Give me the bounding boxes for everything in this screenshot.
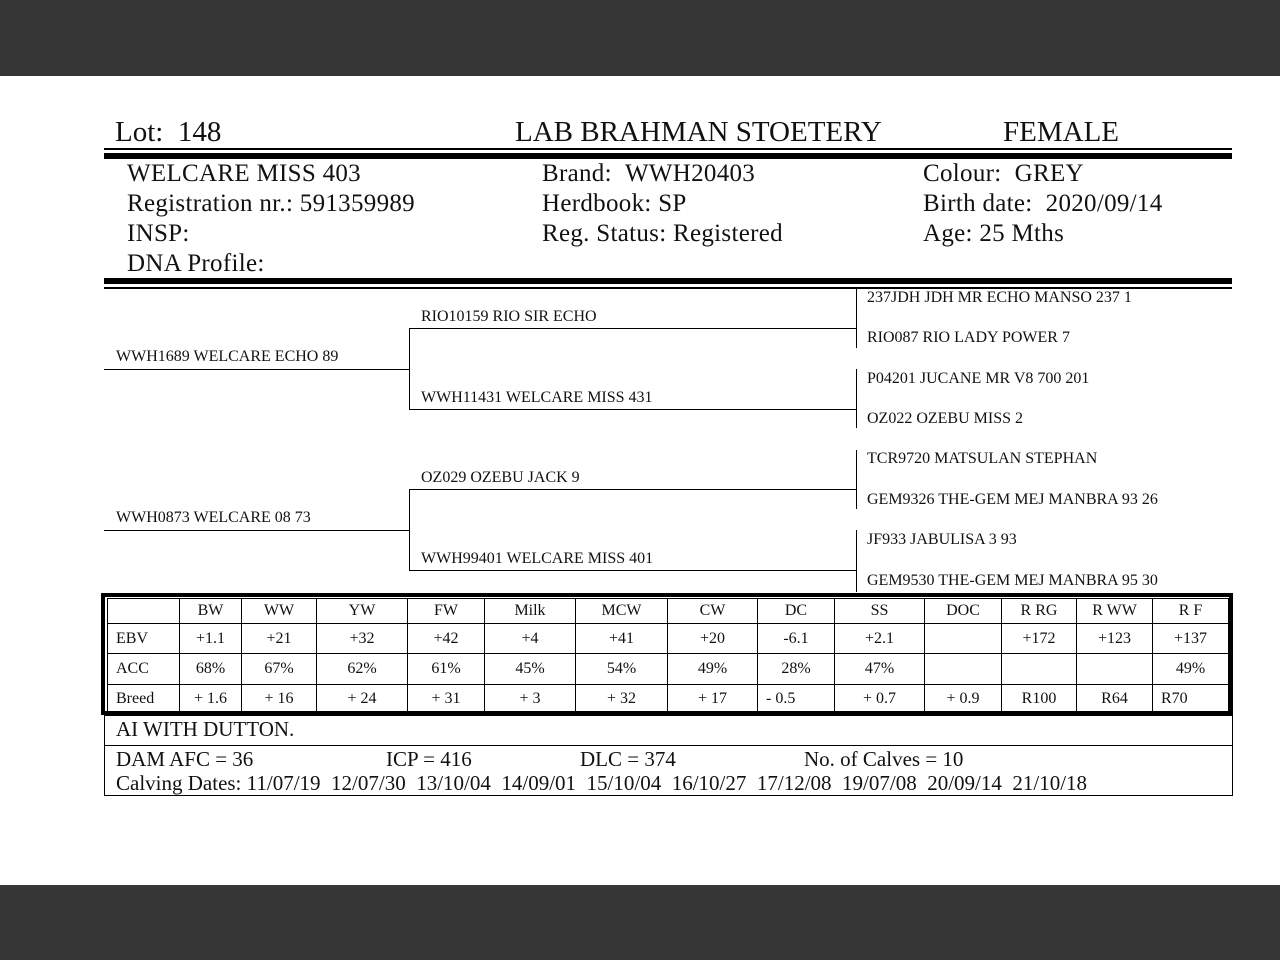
ebv-cell: 49% bbox=[1153, 654, 1229, 684]
remark-text: AI WITH DUTTON. bbox=[116, 717, 295, 741]
ebv-cell: 28% bbox=[758, 654, 835, 684]
pedigree-ggp: 237JDH JDH MR ECHO MANSO 237 1 bbox=[867, 289, 1132, 306]
breeder-name: LAB BRAHMAN STOETERY bbox=[515, 116, 882, 148]
ebv-cell: R70 bbox=[1153, 684, 1229, 714]
ebv-header-cell: R F bbox=[1153, 599, 1229, 624]
ebv-cell: + 1.6 bbox=[180, 684, 242, 714]
ebv-cell: R100 bbox=[1002, 684, 1077, 714]
ebv-cell: + 0.7 bbox=[835, 684, 925, 714]
birth-date-field: Birth date: 2020/09/14 bbox=[923, 190, 1163, 217]
pedigree-line bbox=[409, 489, 856, 490]
ebv-cell: + 31 bbox=[408, 684, 485, 714]
pedigree-dam-dam: WWH99401 WELCARE MISS 401 bbox=[421, 550, 654, 567]
ebv-row-label: Breed bbox=[108, 684, 180, 714]
pedigree-bracket bbox=[856, 289, 857, 348]
pedigree-line bbox=[409, 328, 856, 329]
ebv-cell: + 24 bbox=[317, 684, 408, 714]
pedigree-ggp: TCR9720 MATSULAN STEPHAN bbox=[867, 450, 1098, 467]
ebv-row-label: EBV bbox=[108, 624, 180, 654]
bottom-letterbox bbox=[0, 885, 1280, 960]
herdbook-field: Herdbook: SP bbox=[542, 190, 687, 217]
ebv-cell: +20 bbox=[668, 624, 758, 654]
ebv-cell: +21 bbox=[242, 624, 317, 654]
pedigree-ggp: GEM9326 THE-GEM MEJ MANBRA 93 26 bbox=[867, 491, 1158, 508]
sex-label: FEMALE bbox=[1003, 116, 1119, 148]
ebv-cell bbox=[1002, 654, 1077, 684]
ebv-cell: 62% bbox=[317, 654, 408, 684]
calves-count: No. of Calves = 10 bbox=[804, 747, 964, 771]
pedigree-bracket bbox=[856, 530, 857, 592]
ebv-cell: +32 bbox=[317, 624, 408, 654]
pedigree-bracket bbox=[856, 450, 857, 509]
ebv-cell: 61% bbox=[408, 654, 485, 684]
ebv-header-row bbox=[108, 599, 1229, 624]
ebv-cell: +2.1 bbox=[835, 624, 925, 654]
ebv-cell: 47% bbox=[835, 654, 925, 684]
ebv-cell bbox=[925, 654, 1002, 684]
ebv-header-cell: MCW bbox=[576, 599, 668, 624]
ebv-header-cell: Milk bbox=[485, 599, 576, 624]
ebv-header-cell: BW bbox=[180, 599, 242, 624]
registration-number: Registration nr.: 591359989 bbox=[127, 190, 415, 217]
ebv-cell: 49% bbox=[668, 654, 758, 684]
ebv-cell: R64 bbox=[1077, 684, 1153, 714]
pedigree-ggp: JF933 JABULISA 3 93 bbox=[867, 531, 1017, 548]
dna-profile-label: DNA Profile: bbox=[127, 250, 265, 277]
info-thick-rule bbox=[104, 278, 1232, 284]
insp-label: INSP: bbox=[127, 220, 190, 247]
ebv-cell: 45% bbox=[485, 654, 576, 684]
animal-name: WELCARE MISS 403 bbox=[127, 160, 361, 187]
ebv-table bbox=[107, 598, 1229, 715]
ebv-row-label: ACC bbox=[108, 654, 180, 684]
ebv-cell: + 32 bbox=[576, 684, 668, 714]
ebv-header-cell: YW bbox=[317, 599, 408, 624]
pedigree-dam: WWH0873 WELCARE 08 73 bbox=[116, 509, 311, 526]
top-letterbox bbox=[0, 0, 1280, 76]
acc-row bbox=[108, 654, 1229, 684]
pedigree-dam-sire: OZ029 OZEBU JACK 9 bbox=[421, 469, 580, 486]
lot-label: Lot: 148 bbox=[115, 116, 222, 148]
ebv-cell bbox=[925, 624, 1002, 654]
ebv-cell: + 16 bbox=[242, 684, 317, 714]
icp-value: ICP = 416 bbox=[386, 747, 472, 771]
pedigree-ggp: OZ022 OZEBU MISS 2 bbox=[867, 410, 1024, 427]
calving-dates: Calving Dates: 11/07/19 12/07/30 13/10/04 14/09/01 15/10/04 16/10/27 17/12/08 19/07/08 20/09/14 21/10/18 bbox=[116, 771, 1088, 795]
ebv-row bbox=[108, 624, 1229, 654]
pedigree-ggp: P04201 JUCANE MR V8 700 201 bbox=[867, 370, 1090, 387]
breed-row bbox=[108, 684, 1229, 714]
reg-status-field: Reg. Status: Registered bbox=[542, 220, 783, 247]
header-thick-rule bbox=[104, 153, 1232, 159]
ebv-header-cell: WW bbox=[242, 599, 317, 624]
ebv-header-cell: R RG bbox=[1002, 599, 1077, 624]
ebv-cell: 68% bbox=[180, 654, 242, 684]
pedigree-line bbox=[104, 369, 409, 370]
pedigree-sire: WWH1689 WELCARE ECHO 89 bbox=[116, 348, 339, 365]
pedigree-bracket bbox=[409, 328, 410, 410]
ebv-header-cell: R WW bbox=[1077, 599, 1153, 624]
pedigree-sire-dam: WWH11431 WELCARE MISS 431 bbox=[421, 389, 653, 406]
ebv-cell: +42 bbox=[408, 624, 485, 654]
notes-divider bbox=[104, 745, 1233, 746]
pedigree-ggp: RIO087 RIO LADY POWER 7 bbox=[867, 329, 1070, 346]
pedigree-line bbox=[409, 409, 856, 410]
ebv-cell: +1.1 bbox=[180, 624, 242, 654]
dam-afc: DAM AFC = 36 bbox=[116, 747, 254, 771]
pedigree-line bbox=[104, 530, 409, 531]
ebv-header-cell: DC bbox=[758, 599, 835, 624]
ebv-cell: + 0.9 bbox=[925, 684, 1002, 714]
pedigree-bracket bbox=[856, 369, 857, 428]
header-thin-rule bbox=[104, 148, 1232, 150]
ebv-cell: +41 bbox=[576, 624, 668, 654]
ebv-header-cell bbox=[108, 599, 180, 624]
ebv-cell: 67% bbox=[242, 654, 317, 684]
ebv-cell: + 3 bbox=[485, 684, 576, 714]
ebv-header-cell: FW bbox=[408, 599, 485, 624]
pedigree-bracket bbox=[409, 489, 410, 571]
ebv-cell: +123 bbox=[1077, 624, 1153, 654]
ebv-header-cell: CW bbox=[668, 599, 758, 624]
ebv-cell: - 0.5 bbox=[758, 684, 835, 714]
brand-field: Brand: WWH20403 bbox=[542, 160, 756, 187]
ebv-cell: +172 bbox=[1002, 624, 1077, 654]
dlc-value: DLC = 374 bbox=[580, 747, 676, 771]
ebv-cell: -6.1 bbox=[758, 624, 835, 654]
pedigree-sire-sire: RIO10159 RIO SIR ECHO bbox=[421, 308, 597, 325]
colour-field: Colour: GREY bbox=[923, 160, 1084, 187]
ebv-header-cell: DOC bbox=[925, 599, 1002, 624]
ebv-header-cell: SS bbox=[835, 599, 925, 624]
pedigree-line bbox=[409, 570, 856, 571]
ebv-cell bbox=[1077, 654, 1153, 684]
ebv-cell: + 17 bbox=[668, 684, 758, 714]
ebv-cell: +4 bbox=[485, 624, 576, 654]
lot-number: 148 bbox=[177, 116, 222, 148]
age-field: Age: 25 Mths bbox=[923, 220, 1065, 247]
ebv-cell: +137 bbox=[1153, 624, 1229, 654]
ebv-cell: 54% bbox=[576, 654, 668, 684]
pedigree-ggp: GEM9530 THE-GEM MEJ MANBRA 95 30 bbox=[867, 572, 1158, 589]
